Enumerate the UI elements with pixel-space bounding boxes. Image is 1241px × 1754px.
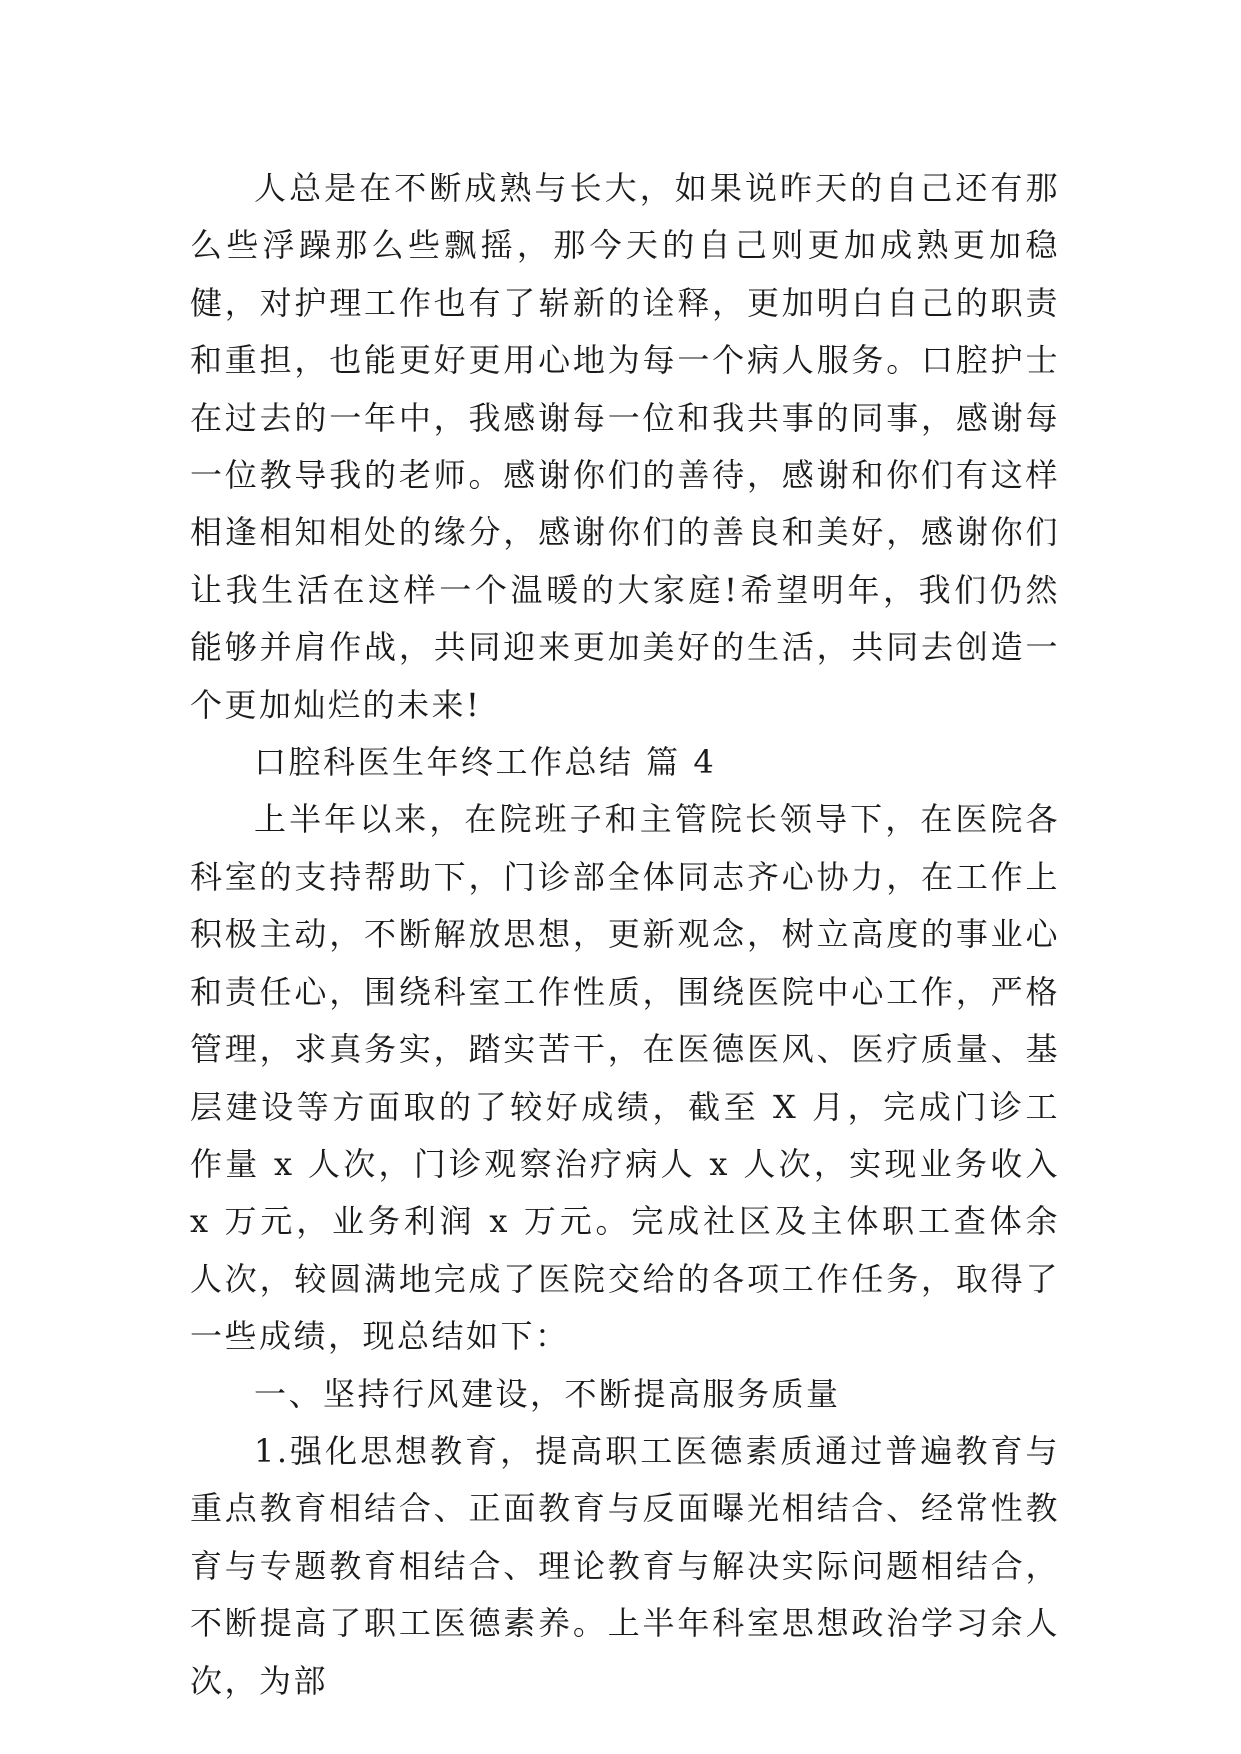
- paragraph-closing-remarks: 人总是在不断成熟与长大，如果说昨天的自己还有那么些浮躁那么些飘摇，那今天的自己则更加成熟更加稳健，对护理工作也有了崭新的诠释，更加明白自己的职责和重担，也能更好更用心地为每一个病人服务。口腔护士在过去的一年中，我感谢每一位和我共事的同事，感谢每一位教导我的老师。感谢你们的善待，感谢和你们有这样相逢相知相处的缘分，感谢你们的善良和美好，感谢你们让我生活在这样一个温暖的大家庭!希望明年，我们仍然能够并肩作战，共同迎来更加美好的生活，共同去创造一个更加灿烂的未来!: [190, 169, 1060, 724]
- section-title-part-4: 口腔科医生年终工作总结 篇 4: [254, 743, 717, 782]
- section-heading-service-quality: 一、坚持行风建设，不断提高服务质量: [254, 1374, 841, 1413]
- paragraph-overview: 上半年以来，在院班子和主管院长领导下，在医院各科室的支持帮助下，门诊部全体同志齐心协力，在工作上积极主动，不断解放思想，更新观念，树立高度的事业心和责任心，围绕科室工作性质，围绕医院中心工作，严格管理，求真务实，踏实苦干，在医德医风、医疗质量、基层建设等方面取的了较好成绩，截至 X 月，完成门诊工作量 x 人次，门诊观察治疗病人 x 人次，实现业务收入 x 万元，业务利润 x 万元。完成社区及主体职工查体余人次，较圆满地完成了医院交给的各项工作任务，取得了一些成绩，现总结如下：: [190, 800, 1060, 1356]
- paragraph-ideological-education: 1.强化思想教育，提高职工医德素质通过普遍教育与重点教育相结合、正面教育与反面曝光相结合、经常性教育与专题教育相结合、理论教育与解决实际问题相结合，不断提高了职工医德素养。上半年科室思想政治学习余人次，为部: [190, 1431, 1060, 1700]
- document-body: [190, 160, 1060, 1710]
